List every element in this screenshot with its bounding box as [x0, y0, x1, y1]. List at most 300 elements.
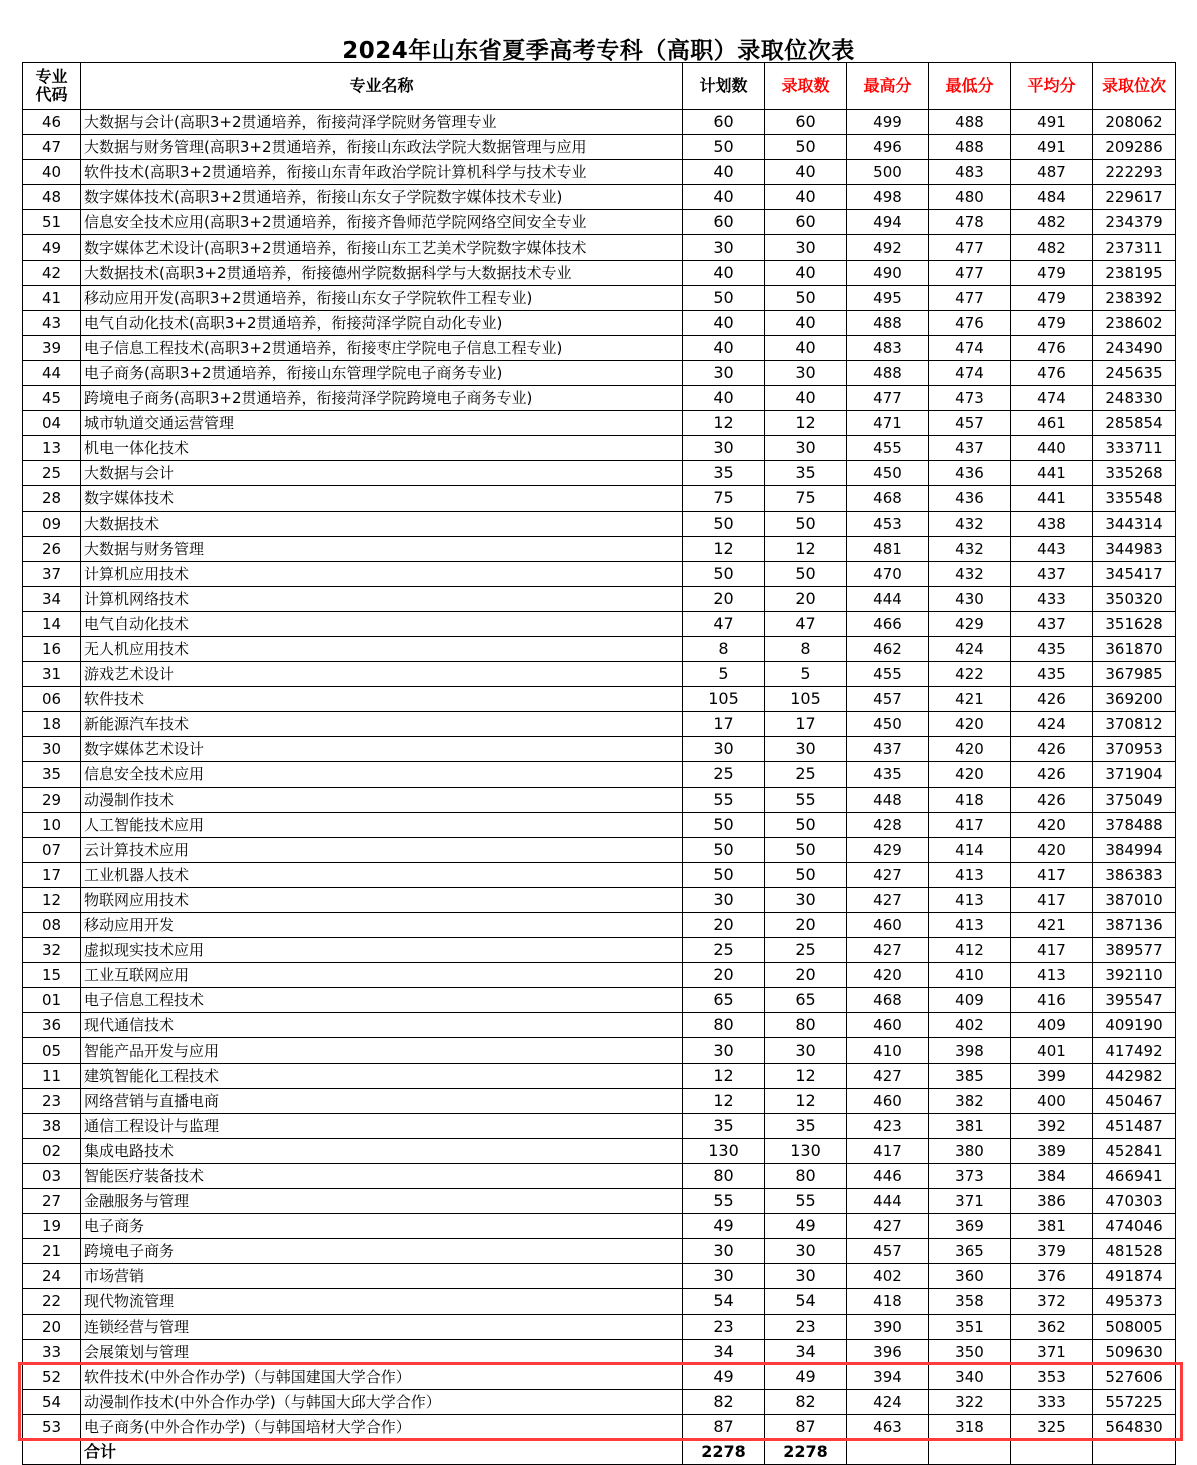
cell-max: 435 [847, 762, 929, 787]
cell-avg: 426 [1011, 687, 1093, 712]
cell-admitted: 80 [765, 1163, 847, 1188]
cell-admitted: 49 [765, 1364, 847, 1389]
table-row [23, 887, 1176, 912]
cell-code: 29 [23, 787, 81, 812]
cell-admitted: 82 [765, 1389, 847, 1414]
cell-admitted: 60 [765, 110, 847, 135]
cell-code: 48 [23, 185, 81, 210]
table-row [23, 310, 1176, 335]
cell-plan: 50 [683, 135, 765, 160]
cell-min: 413 [929, 913, 1011, 938]
cell-code: 07 [23, 837, 81, 862]
cell-plan: 30 [683, 436, 765, 461]
cell-rank: 442982 [1093, 1063, 1176, 1088]
cell-code: 27 [23, 1189, 81, 1214]
cell-rank: 452841 [1093, 1138, 1176, 1163]
cell-avg: 487 [1011, 160, 1093, 185]
table-row [23, 1364, 1176, 1389]
cell-admitted: 60 [765, 210, 847, 235]
cell-plan: 50 [683, 862, 765, 887]
cell-min: 360 [929, 1264, 1011, 1289]
cell-admitted: 49 [765, 1214, 847, 1239]
table-row [23, 411, 1176, 436]
cell-plan: 20 [683, 586, 765, 611]
cell-min: 477 [929, 285, 1011, 310]
cell-rank: 248330 [1093, 386, 1176, 411]
cell-plan: 80 [683, 1013, 765, 1038]
table-row [23, 712, 1176, 737]
cell-admitted: 50 [765, 862, 847, 887]
cell-admitted: 34 [765, 1339, 847, 1364]
cell-name: 大数据与财务管理(高职3+2贯通培养，衔接山东政法学院大数据管理与应用 [81, 135, 683, 160]
header-name: 专业名称 [81, 63, 683, 110]
cell-max: 460 [847, 1088, 929, 1113]
cell-admitted: 35 [765, 1113, 847, 1138]
cell-min: 414 [929, 837, 1011, 862]
cell-admitted: 30 [765, 235, 847, 260]
cell-code: 52 [23, 1364, 81, 1389]
cell-admitted: 12 [765, 411, 847, 436]
cell-rank: 238392 [1093, 285, 1176, 310]
cell-plan: 30 [683, 1239, 765, 1264]
cell-min: 398 [929, 1038, 1011, 1063]
table-row [23, 1239, 1176, 1264]
cell-name: 工业机器人技术 [81, 862, 683, 887]
cell-plan: 40 [683, 260, 765, 285]
cell-max: 466 [847, 611, 929, 636]
cell-min: 410 [929, 963, 1011, 988]
table-row [23, 1063, 1176, 1088]
table-row [23, 1013, 1176, 1038]
cell-name: 跨境电子商务(高职3+2贯通培养，衔接菏泽学院跨境电子商务专业) [81, 386, 683, 411]
cell-admitted: 55 [765, 787, 847, 812]
cell-min: 420 [929, 737, 1011, 762]
table-row [23, 536, 1176, 561]
cell-plan: 50 [683, 561, 765, 586]
cell-min: 418 [929, 787, 1011, 812]
cell-avg: 333 [1011, 1389, 1093, 1414]
cell-max: 468 [847, 988, 929, 1013]
cell-code: 26 [23, 536, 81, 561]
cell-avg: 426 [1011, 762, 1093, 787]
cell-plan: 50 [683, 837, 765, 862]
cell-min: 385 [929, 1063, 1011, 1088]
cell-admitted: 12 [765, 536, 847, 561]
cell-min: 429 [929, 611, 1011, 636]
cell-rank: 333711 [1093, 436, 1176, 461]
table-body [23, 110, 1176, 1465]
cell-avg: 435 [1011, 636, 1093, 661]
cell-min: 483 [929, 160, 1011, 185]
cell-avg: 399 [1011, 1063, 1093, 1088]
cell-rank: 285854 [1093, 411, 1176, 436]
cell-min: 422 [929, 662, 1011, 687]
cell-admitted: 50 [765, 812, 847, 837]
cell-rank: 491874 [1093, 1264, 1176, 1289]
cell-avg: 376 [1011, 1264, 1093, 1289]
cell-admitted: 130 [765, 1138, 847, 1163]
cell-max: 468 [847, 486, 929, 511]
cell-rank: 345417 [1093, 561, 1176, 586]
table-row [23, 335, 1176, 360]
cell-avg: 476 [1011, 335, 1093, 360]
cell-rank: 474046 [1093, 1214, 1176, 1239]
cell-rank: 392110 [1093, 963, 1176, 988]
cell-name: 数字媒体技术 [81, 486, 683, 511]
cell-admitted: 23 [765, 1314, 847, 1339]
cell-avg: 325 [1011, 1414, 1093, 1439]
cell-name: 移动应用开发(高职3+2贯通培养，衔接山东女子学院软件工程专业) [81, 285, 683, 310]
cell-admitted: 30 [765, 887, 847, 912]
cell-name: 智能产品开发与应用 [81, 1038, 683, 1063]
cell-rank: 417492 [1093, 1038, 1176, 1063]
cell-admitted: 47 [765, 611, 847, 636]
cell-admitted: 40 [765, 185, 847, 210]
cell-max: 402 [847, 1264, 929, 1289]
table-row [23, 135, 1176, 160]
table-row [23, 611, 1176, 636]
cell-rank: 564830 [1093, 1414, 1176, 1439]
cell-code: 06 [23, 687, 81, 712]
cell-avg: 409 [1011, 1013, 1093, 1038]
cell-plan: 12 [683, 411, 765, 436]
table-row [23, 1189, 1176, 1214]
cell-admitted: 5 [765, 662, 847, 687]
cell-name: 城市轨道交通运营管理 [81, 411, 683, 436]
cell-min: 421 [929, 687, 1011, 712]
cell-name: 通信工程设计与监理 [81, 1113, 683, 1138]
cell-avg: 474 [1011, 386, 1093, 411]
cell-min: 488 [929, 110, 1011, 135]
cell-plan: 12 [683, 536, 765, 561]
cell-plan: 49 [683, 1214, 765, 1239]
cell-min: 420 [929, 712, 1011, 737]
cell-rank: 367985 [1093, 662, 1176, 687]
cell-name: 电子信息工程技术 [81, 988, 683, 1013]
cell-name: 软件技术(高职3+2贯通培养，衔接山东青年政治学院计算机科学与技术专业 [81, 160, 683, 185]
cell-max: 427 [847, 1063, 929, 1088]
cell-avg: 392 [1011, 1113, 1093, 1138]
cell-avg: 440 [1011, 436, 1093, 461]
cell-min [929, 1439, 1011, 1464]
cell-max: 462 [847, 636, 929, 661]
cell-code: 51 [23, 210, 81, 235]
table-row [23, 636, 1176, 661]
cell-max: 460 [847, 1013, 929, 1038]
cell-max: 444 [847, 1189, 929, 1214]
table-row [23, 1389, 1176, 1414]
cell-avg: 386 [1011, 1189, 1093, 1214]
table-row [23, 1339, 1176, 1364]
cell-admitted: 65 [765, 988, 847, 1013]
table-row [23, 963, 1176, 988]
cell-max: 453 [847, 511, 929, 536]
cell-rank: 557225 [1093, 1389, 1176, 1414]
cell-min: 340 [929, 1364, 1011, 1389]
cell-min: 474 [929, 360, 1011, 385]
cell-max: 483 [847, 335, 929, 360]
cell-plan: 25 [683, 938, 765, 963]
cell-name: 游戏艺术设计 [81, 662, 683, 687]
table-row [23, 1163, 1176, 1188]
cell-rank: 335268 [1093, 461, 1176, 486]
table-row [23, 762, 1176, 787]
cell-min: 373 [929, 1163, 1011, 1188]
table-row [23, 1314, 1176, 1339]
cell-rank: 509630 [1093, 1339, 1176, 1364]
cell-avg: 421 [1011, 913, 1093, 938]
cell-avg: 479 [1011, 285, 1093, 310]
cell-avg: 437 [1011, 611, 1093, 636]
cell-code: 10 [23, 812, 81, 837]
cell-plan: 17 [683, 712, 765, 737]
cell-max: 427 [847, 862, 929, 887]
cell-avg: 484 [1011, 185, 1093, 210]
cell-plan: 30 [683, 887, 765, 912]
cell-avg: 433 [1011, 586, 1093, 611]
cell-code: 47 [23, 135, 81, 160]
cell-code: 43 [23, 310, 81, 335]
cell-avg: 491 [1011, 110, 1093, 135]
cell-name: 金融服务与管理 [81, 1189, 683, 1214]
cell-min: 437 [929, 436, 1011, 461]
cell-min: 436 [929, 461, 1011, 486]
cell-min: 409 [929, 988, 1011, 1013]
cell-min: 322 [929, 1389, 1011, 1414]
cell-min: 420 [929, 762, 1011, 787]
total-admitted: 2278 [765, 1439, 847, 1464]
cell-avg: 441 [1011, 461, 1093, 486]
cell-plan: 12 [683, 1088, 765, 1113]
cell-avg: 416 [1011, 988, 1093, 1013]
cell-plan: 54 [683, 1289, 765, 1314]
cell-admitted: 40 [765, 310, 847, 335]
cell-name: 数字媒体艺术设计(高职3+2贯通培养，衔接山东工艺美术学院数字媒体技术 [81, 235, 683, 260]
cell-avg: 441 [1011, 486, 1093, 511]
cell-plan: 82 [683, 1389, 765, 1414]
cell-min: 381 [929, 1113, 1011, 1138]
cell-max: 500 [847, 160, 929, 185]
table-row [23, 436, 1176, 461]
cell-admitted: 55 [765, 1189, 847, 1214]
cell-name: 网络营销与直播电商 [81, 1088, 683, 1113]
cell-admitted: 20 [765, 963, 847, 988]
cell-min: 477 [929, 260, 1011, 285]
cell-name: 现代通信技术 [81, 1013, 683, 1038]
table-row [23, 938, 1176, 963]
cell-name: 计算机网络技术 [81, 586, 683, 611]
cell-max: 444 [847, 586, 929, 611]
cell-max: 396 [847, 1339, 929, 1364]
cell-code: 22 [23, 1289, 81, 1314]
cell-code: 18 [23, 712, 81, 737]
cell-max: 427 [847, 1214, 929, 1239]
cell-name: 动漫制作技术(中外合作办学)（与韩国大邱大学合作） [81, 1389, 683, 1414]
cell-code: 30 [23, 737, 81, 762]
cell-max: 394 [847, 1364, 929, 1389]
cell-code: 24 [23, 1264, 81, 1289]
cell-rank: 351628 [1093, 611, 1176, 636]
cell-admitted: 40 [765, 160, 847, 185]
cell-plan: 30 [683, 360, 765, 385]
cell-rank: 375049 [1093, 787, 1176, 812]
cell-name: 计算机应用技术 [81, 561, 683, 586]
cell-max: 446 [847, 1163, 929, 1188]
cell-max: 429 [847, 837, 929, 862]
cell-code: 03 [23, 1163, 81, 1188]
cell-avg: 362 [1011, 1314, 1093, 1339]
cell-admitted: 75 [765, 486, 847, 511]
cell-avg: 420 [1011, 837, 1093, 862]
cell-max: 470 [847, 561, 929, 586]
cell-min: 351 [929, 1314, 1011, 1339]
cell-name: 现代物流管理 [81, 1289, 683, 1314]
cell-admitted: 35 [765, 461, 847, 486]
table-row [23, 737, 1176, 762]
cell-admitted: 12 [765, 1063, 847, 1088]
cell-code: 38 [23, 1113, 81, 1138]
cell-min: 413 [929, 887, 1011, 912]
cell-admitted: 40 [765, 335, 847, 360]
cell-rank: 243490 [1093, 335, 1176, 360]
total-row [23, 1439, 1176, 1464]
header-avg: 平均分 [1011, 63, 1093, 110]
cell-plan: 60 [683, 110, 765, 135]
cell-name: 虚拟现实技术应用 [81, 938, 683, 963]
cell-rank: 344314 [1093, 511, 1176, 536]
cell-admitted: 30 [765, 1038, 847, 1063]
cell-min: 474 [929, 335, 1011, 360]
cell-code: 25 [23, 461, 81, 486]
cell-admitted: 17 [765, 712, 847, 737]
cell-min: 473 [929, 386, 1011, 411]
cell-plan: 23 [683, 1314, 765, 1339]
cell-avg: 426 [1011, 737, 1093, 762]
cell-max: 448 [847, 787, 929, 812]
cell-code: 39 [23, 335, 81, 360]
cell-min: 318 [929, 1414, 1011, 1439]
cell-admitted: 50 [765, 561, 847, 586]
cell-plan: 35 [683, 461, 765, 486]
cell-rank: 508005 [1093, 1314, 1176, 1339]
cell-avg: 371 [1011, 1339, 1093, 1364]
cell-admitted: 30 [765, 737, 847, 762]
cell-name: 会展策划与管理 [81, 1339, 683, 1364]
cell-code: 21 [23, 1239, 81, 1264]
cell-rank: 238602 [1093, 310, 1176, 335]
cell-rank: 470303 [1093, 1189, 1176, 1214]
cell-code: 44 [23, 360, 81, 385]
cell-rank: 451487 [1093, 1113, 1176, 1138]
cell-max: 417 [847, 1138, 929, 1163]
cell-max: 463 [847, 1414, 929, 1439]
header-rank: 录取位次 [1093, 63, 1176, 110]
cell-max: 423 [847, 1113, 929, 1138]
total-label: 合计 [81, 1439, 683, 1464]
cell-min: 436 [929, 486, 1011, 511]
cell-max: 428 [847, 812, 929, 837]
cell-rank: 229617 [1093, 185, 1176, 210]
cell-plan: 40 [683, 386, 765, 411]
cell-rank: 378488 [1093, 812, 1176, 837]
table-row [23, 586, 1176, 611]
cell-plan: 35 [683, 1113, 765, 1138]
table-row [23, 210, 1176, 235]
cell-rank: 386383 [1093, 862, 1176, 887]
cell-avg: 482 [1011, 235, 1093, 260]
cell-name: 集成电路技术 [81, 1138, 683, 1163]
cell-rank: 350320 [1093, 586, 1176, 611]
cell-admitted: 40 [765, 386, 847, 411]
cell-plan: 40 [683, 310, 765, 335]
cell-min: 457 [929, 411, 1011, 436]
cell-avg: 482 [1011, 210, 1093, 235]
cell-name: 数字媒体艺术设计 [81, 737, 683, 762]
cell-avg: 491 [1011, 135, 1093, 160]
cell-rank: 209286 [1093, 135, 1176, 160]
cell-plan: 105 [683, 687, 765, 712]
cell-code: 12 [23, 887, 81, 912]
table-row [23, 1264, 1176, 1289]
table-row [23, 185, 1176, 210]
cell-name: 智能医疗装备技术 [81, 1163, 683, 1188]
header-max: 最高分 [847, 63, 929, 110]
cell-admitted: 20 [765, 913, 847, 938]
header-min: 最低分 [929, 63, 1011, 110]
cell-avg: 479 [1011, 260, 1093, 285]
header-row [23, 63, 1176, 110]
cell-avg: 417 [1011, 887, 1093, 912]
cell-name: 大数据技术(高职3+2贯通培养，衔接德州学院数据科学与大数据技术专业 [81, 260, 683, 285]
cell-avg: 379 [1011, 1239, 1093, 1264]
cell-rank: 409190 [1093, 1013, 1176, 1038]
cell-min: 365 [929, 1239, 1011, 1264]
cell-code: 20 [23, 1314, 81, 1339]
cell-min: 476 [929, 310, 1011, 335]
cell-name: 移动应用开发 [81, 913, 683, 938]
cell-rank: 384994 [1093, 837, 1176, 862]
cell-max: 481 [847, 536, 929, 561]
cell-rank: 387136 [1093, 913, 1176, 938]
cell-max: 450 [847, 712, 929, 737]
cell-avg: 389 [1011, 1138, 1093, 1163]
cell-code: 32 [23, 938, 81, 963]
cell-avg: 479 [1011, 310, 1093, 335]
cell-avg: 435 [1011, 662, 1093, 687]
cell-name: 大数据与会计(高职3+2贯通培养，衔接菏泽学院财务管理专业 [81, 110, 683, 135]
cell-min: 478 [929, 210, 1011, 235]
cell-avg: 417 [1011, 862, 1093, 887]
cell-admitted: 50 [765, 135, 847, 160]
cell-avg: 417 [1011, 938, 1093, 963]
cell-min: 432 [929, 536, 1011, 561]
cell-max: 427 [847, 887, 929, 912]
cell-max: 418 [847, 1289, 929, 1314]
cell-plan: 34 [683, 1339, 765, 1364]
cell-name: 新能源汽车技术 [81, 712, 683, 737]
cell-max: 477 [847, 386, 929, 411]
cell-rank: 370953 [1093, 737, 1176, 762]
cell-name: 动漫制作技术 [81, 787, 683, 812]
cell-code: 05 [23, 1038, 81, 1063]
table-row [23, 1214, 1176, 1239]
cell-rank: 344983 [1093, 536, 1176, 561]
cell-code: 08 [23, 913, 81, 938]
cell-rank: 450467 [1093, 1088, 1176, 1113]
cell-avg: 400 [1011, 1088, 1093, 1113]
cell-max: 457 [847, 687, 929, 712]
cell-plan: 40 [683, 160, 765, 185]
